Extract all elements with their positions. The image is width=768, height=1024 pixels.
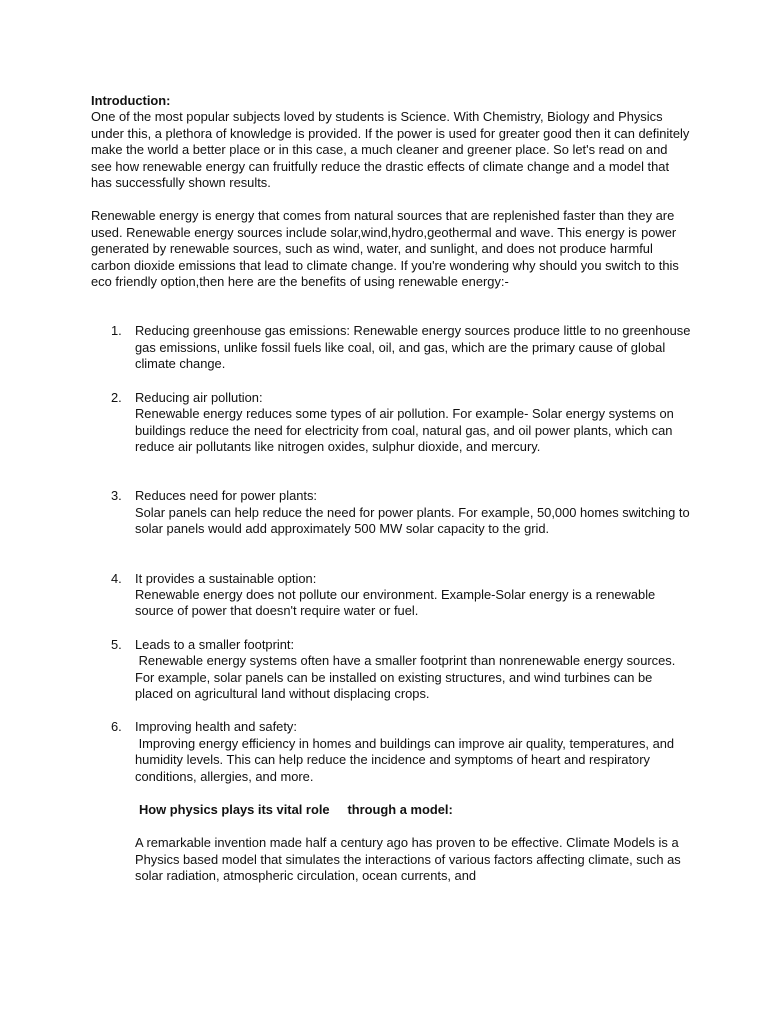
list-item-title: Reducing air pollution:: [135, 389, 263, 405]
list-item-body: Renewable energy reduces some types of air pollution. For example- Solar energy systems on buildings reduce the need for electricity from coal, natural gas, and oil power plants, which can reduce air pollutants like nitrogen oxides, sulphur dioxide, and mercury.: [135, 406, 674, 454]
list-item-number: 1.: [111, 323, 122, 339]
physics-section: [135, 802, 691, 885]
document-page: [91, 93, 691, 885]
list-item-body: Renewable energy does not pollute our environment. Example-Solar energy is a renewable source of power that doesn't require water or fuel.: [135, 586, 656, 619]
list-item: [91, 637, 691, 703]
list-item-title: Leads to a smaller footprint:: [135, 636, 295, 652]
list-item-number: 5.: [111, 636, 122, 652]
list-item: [91, 488, 691, 537]
benefits-list: [91, 323, 691, 785]
list-item-body: Renewable energy systems often have a smaller footprint than nonrenewable energy sources. For example, solar panels can be installed on existing structures, and wind turbines can be placed on agricultural land without displacing crops.: [135, 653, 679, 701]
physics-heading: How physics plays its vital role through a model:: [139, 802, 453, 817]
list-item-body: Improving energy efficiency in homes and buildings can improve air quality, temperatures, and humidity levels. This can help reduce the incidence and symptoms of heart and respiratory conditions, allergies, and more.: [135, 735, 678, 784]
list-item-number: 3.: [111, 488, 122, 504]
intro-paragraph-2: Renewable energy is energy that comes from natural sources that are replenished faster than they are used. Renewable energy sources include solar,wind,hydro,geothermal and wave. This energy is power generated by renewable sources, such as wind, water, and sunlight, and does not produce harmful carbon dioxide emissions that lead to climate change. If you're wondering why should you switch to this eco friendly option,then here are the benefits of using renewable energy:-: [91, 208, 679, 290]
list-item-title: Reduces need for power plants:: [135, 488, 318, 504]
list-item-body: Solar panels can help reduce the need for power plants. For example, 50,000 homes switching to solar panels would add approximately 500 MW solar capacity to the grid.: [135, 504, 690, 537]
physics-paragraph: A remarkable invention made half a century ago has proven to be effective. Climate Models is a Physics based model that simulates the interactions of various factors affecting climate, such as solar radiation, atmospheric circulation, ocean currents, and: [135, 835, 681, 884]
list-item: [91, 323, 691, 372]
list-item-number: 4.: [111, 570, 122, 586]
list-item-title: Reducing greenhouse gas emissions: Renewable energy sources produce little to no greenhouse gas emissions, unlike fossil fuels like coal, oil, and gas, which are the primary cause of global climate change.: [135, 323, 691, 372]
list-item: [91, 719, 691, 785]
list-item-title: Improving health and safety:: [135, 719, 297, 735]
list-item-number: 6.: [111, 719, 122, 735]
list-item-number: 2.: [111, 389, 122, 405]
list-item-title: It provides a sustainable option:: [135, 570, 317, 586]
list-item: [91, 390, 691, 456]
intro-paragraph-1: One of the most popular subjects loved by students is Science. With Chemistry, Biology and Physics under this, a plethora of knowledge is provided. If the power is used for greater good then it can definitely make the world a better place or in this case, a much cleaner and greener place. So let's read on and see how renewable energy can fruitfully reduce the drastic effects of climate change and a model that has successfully shown results.: [91, 109, 690, 191]
list-item: [91, 571, 691, 620]
intro-heading: Introduction:: [91, 93, 171, 108]
